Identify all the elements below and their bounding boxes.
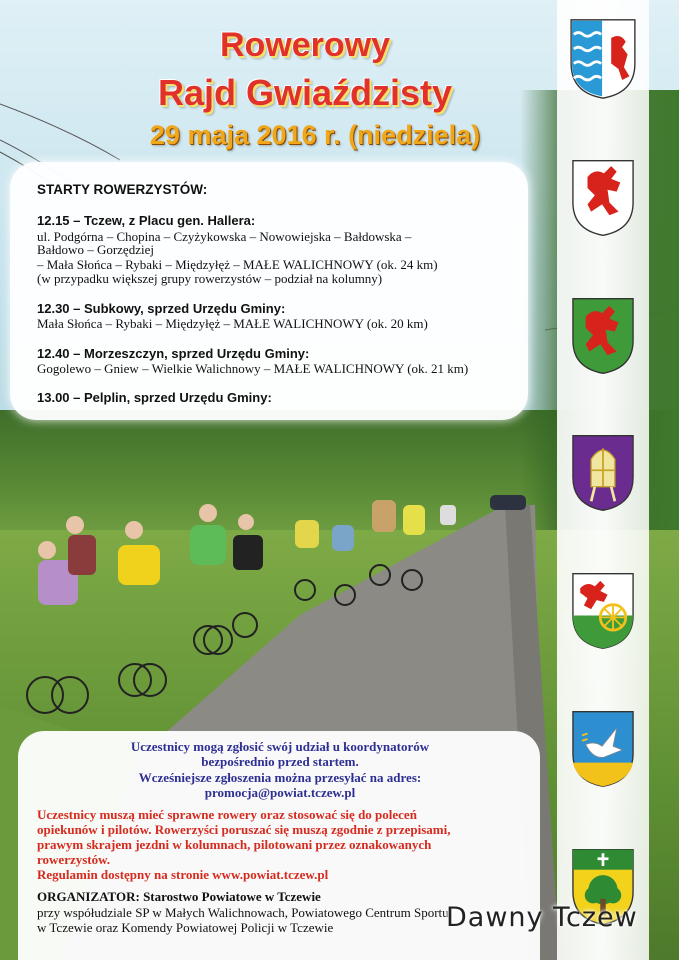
start-group-2-route-line: Mała Słońca – Rybaki – Międzyłęż – MAŁE WALICHNOWY (ok. 20 km)	[37, 316, 428, 331]
info-blue-line: Wcześniejsze zgłoszenia można przesyłać na adres:	[138, 770, 422, 785]
organizer-name: Starostwo Powiatowe w Tczewie	[143, 889, 321, 904]
start-group-1-title: 12.15 – Tczew, z Placu gen. Hallera:	[37, 213, 256, 228]
poster-title-line1: Rowerowy	[219, 26, 391, 64]
info-blue-line: Uczestnicy mogą zgłosić swój udział u koordynatorów	[130, 739, 430, 754]
start-group-1-route-line: ul. Podgórna – Chopina – Czyżykowska – Nowowiejska – Bałdowska –	[37, 229, 412, 244]
mitre-crest-icon	[566, 432, 640, 514]
info-red-line: prawym skrajem jezdni w kolumnach, pilotowani przez oznakowanych	[37, 837, 432, 852]
start-group-2-title: 12.30 – Subkowy, sprzed Urzędu Gminy:	[37, 301, 286, 316]
organizer-line	[37, 889, 321, 905]
green-griffin-crest-icon	[566, 295, 640, 377]
griffin-wheel-crest-icon	[566, 570, 640, 652]
start-group-3-route-line: Gogolewo – Gniew – Wielkie Walichnowy – MAŁE WALICHNOWY (ok. 21 km)	[37, 361, 469, 376]
waves-and-griffin-crest-icon	[566, 18, 640, 100]
cooperation-line: przy współudziale SP w Małych Walichnowach, Powiatowego Centrum Sportu	[37, 905, 449, 920]
starts-panel	[10, 162, 528, 420]
info-red-line: rowerzystów.	[37, 852, 111, 867]
cooperation-line: w Tczewie oraz Komendy Powiatowej Policji w Tczewie	[37, 920, 334, 935]
start-group-1-note: (w przypadku większej grupy rowerzystów – podział na kolumny)	[37, 271, 383, 286]
start-group-3-title: 12.40 – Morzeszczyn, sprzed Urzędu Gminy:	[37, 346, 310, 361]
starts-heading: STARTY ROWERZYSTÓW:	[37, 182, 208, 197]
organizer-label: ORGANIZATOR:	[37, 889, 140, 904]
watermark: Dawny Tczew	[446, 902, 638, 933]
start-group-4-title: 13.00 – Pelplin, sprzed Urzędu Gminy:	[37, 390, 272, 405]
info-red-line: Uczestnicy muszą mieć sprawne rowery oraz stosować się do poleceń	[37, 807, 417, 822]
start-group-1-route-line: – Mała Słońca – Rybaki – Międzyłęż – MAŁE WALICHNOWY (ok. 24 km)	[37, 257, 438, 272]
info-red-line: opiekunów i pilotów. Rowerzyści poruszać się muszą zgodnie z przepisami,	[37, 822, 451, 837]
red-griffin-crest-icon	[566, 157, 640, 239]
regulations-line: Regulamin dostępny na stronie www.powiat.tczew.pl	[37, 867, 329, 882]
contact-email: promocja@powiat.tczew.pl	[204, 785, 356, 800]
poster-title-line2: Rajd Gwiaździsty	[157, 72, 453, 113]
start-group-1-route-line: Bałdowo – Gorzędziej	[37, 242, 154, 257]
event-date: 29 maja 2016 r. (niedziela)	[149, 120, 481, 150]
info-blue-line: bezpośrednio przed startem.	[201, 754, 359, 769]
dove-crest-icon	[566, 708, 640, 790]
